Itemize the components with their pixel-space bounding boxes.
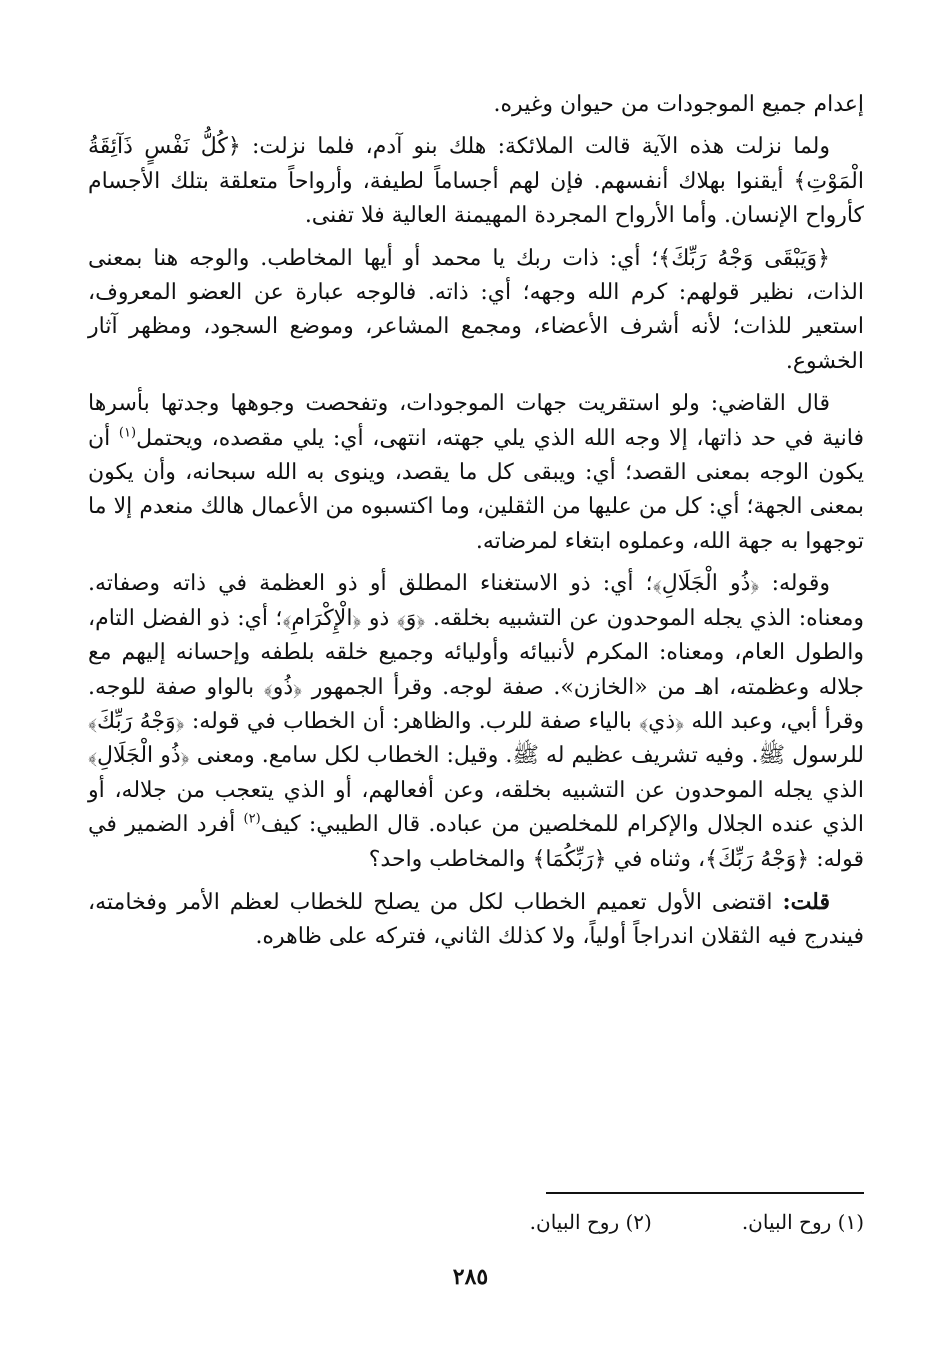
footnote-mark-2: (٢) [243,811,261,827]
majesty-text-part1: وقوله: ﴿ذُو الْجَلَالِ﴾؛ أي: ذو الاستغناء المطلق أو ذو العظمة في ذاته وصفاته. ومعناه: الذي يجله الموحدون عن التشبيه بخلقه. ﴿وَ﴾ ذو ﴿الْإِكْرَامِ﴾؛ أي: ذو الفضل التام، والطول العام، ومعناه: المكرم لأنبيائه وأوليائه وجميع خلقه بلطفه وإحسانه إليهم مع جلاله وعظمته، اهـ من «الخازن». صفة لوجه. وقرأ الجمهور ﴿ذُو﴾ بالواو صفة للوجه. وقرأ أبي، وعبد الله ﴿ذي﴾ بالياء صفة للرب. والظاهر: أن الخطاب في قوله: ﴿وَجْهُ رَبِّكَ﴾ للرسول ﷺ. وفيه تشريف عظيم له ﷺ. وقيل: الخطاب لكل سامع. ومعنى ﴿ذُو الْجَلَالِ﴾ الذي يجله الموحدون عن التشبيه بخلقه، وعن أفعالهم، أو الذي يتعجب من جلاله، أو الذي عنده الجلال والإكرام للمخلصين من عباده. قال الطيبي: كيف [88,571,864,838]
page-body [88,88,864,959]
qadi-text-part1: قال القاضي: ولو استقريت جهات الموجودات، وتفحصت وجوهها وجدتها بأسرها فانية في حد ذاتها، إلا وجه الله الذي يلي جهته، انتهى، أي: يلي مقصده، ويحتمل [88,391,864,451]
footnote-mark-1: (١) [118,425,137,441]
majesty-text-part2: أفرد الضمير في قوله: ﴿وَجْهُ رَبِّكَ﴾، وثناه في ﴿رَبِّكُمَا﴾ والمخاطب واحد؟ [88,812,864,872]
paragraph-majesty [88,567,864,877]
page-number: ٢٨٥ [452,1264,489,1290]
answer-label: قلت: [782,888,830,915]
qadi-text-part2: أن يكون الوجه بمعنى القصد؛ أي: ويبقى كل ما يقصد، وينوى به الله سبحانه، وأن يكون بمعنى الجهة؛ أي: كل من عليها من الثقلين، وما اكتسبوه من الأعمال هالك منعدم إلا ما توجهوا به جهة الله، وعملوه ابتغاء لمرضاته. [88,425,864,554]
footnote-2: (٢) روح البيان. [529,1210,652,1234]
footnote-1: (١) روح البيان. [741,1210,864,1234]
footnotes [304,1210,864,1234]
paragraph-angels: ولما نزلت هذه الآية قالت الملائكة: هلك بنو آدم، فلما نزلت: ﴿كُلُّ نَفْسٍ ذَآئِقَةُ الْمَوْتِ﴾ أيقنوا بهلاك أنفسهم. فإن لهم أجساماً لطيفة، وأرواحاً متعلقة بتلك الأجسام كأرواح الإنسان. وأما الأرواح المجردة المهيمنة العالية فلا تفنى. [88,134,864,229]
paragraph-face-meaning: ﴿وَيَبْقَى وَجْهُ رَبِّكَ﴾؛ أي: ذات ربك يا محمد أو أيها المخاطب. والوجه هنا بمعنى الذات، نظير قولهم: كرم الله وجهه؛ أي: ذاته. فالوجه عبارة عن العضو المعروف، استعير للذات؛ لأنه أشرف الأعضاء، ومجمع المشاعر، وموضع السجود، ومظهر آثار الخشوع. [88,245,864,374]
footnote-divider [546,1192,864,1194]
paragraph-qadi [88,387,864,559]
answer-text: اقتضى الأول تعميم الخطاب لكل من يصلح للخطاب لعظم الأمر وفخامته، فيندرج فيه الثقلان اندراجاً أولياً، ولا كذلك الثاني، فتركه على ظاهره. [88,889,864,950]
paragraph-answer [88,885,864,955]
paragraph-intro: إعدام جميع الموجودات من حيوان وغيره. [493,92,864,117]
